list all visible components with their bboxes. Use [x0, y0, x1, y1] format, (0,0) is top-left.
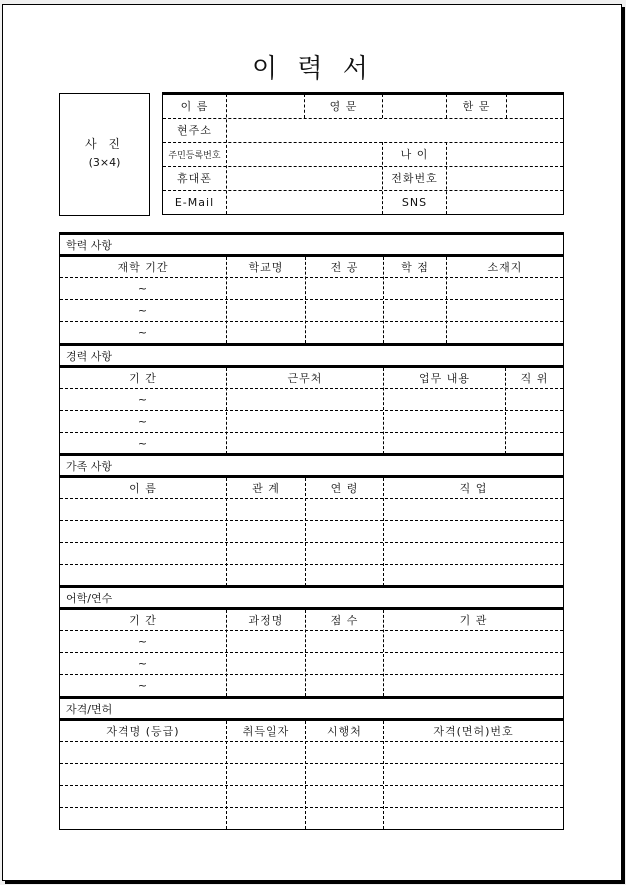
education-cell[interactable] — [227, 300, 305, 321]
license-cell[interactable] — [60, 786, 226, 807]
section-title-license: 자격/면허 — [66, 702, 113, 716]
license-cell[interactable] — [384, 808, 563, 829]
license-cell[interactable] — [227, 764, 305, 785]
age-field[interactable] — [447, 142, 563, 166]
family-cell[interactable] — [227, 499, 305, 520]
family-cell[interactable] — [384, 543, 563, 564]
license-cell[interactable] — [306, 764, 383, 785]
family-cell[interactable] — [60, 565, 226, 586]
career-cell[interactable] — [506, 389, 563, 410]
license-cell[interactable] — [384, 786, 563, 807]
email-label: E-Mail — [174, 195, 215, 209]
language-cell[interactable] — [306, 631, 383, 652]
license-cell[interactable] — [227, 742, 305, 763]
hanja-name-label: 한 문 — [462, 100, 491, 113]
family-cell[interactable] — [227, 521, 305, 542]
education-cell[interactable] — [447, 300, 563, 321]
education-cell[interactable]: ~ — [137, 326, 149, 339]
family-cell[interactable] — [227, 565, 305, 586]
family-cell[interactable] — [306, 565, 383, 586]
education-cell[interactable] — [384, 322, 446, 343]
family-column-header: 직 업 — [459, 482, 488, 495]
language-cell[interactable] — [227, 675, 305, 696]
name-label: 이 름 — [180, 100, 209, 113]
career-cell[interactable] — [227, 411, 383, 432]
career-column-header: 근무처 — [287, 372, 323, 385]
career-cell[interactable] — [384, 411, 505, 432]
family-cell[interactable] — [306, 521, 383, 542]
section-title-career: 경력 사항 — [66, 349, 113, 363]
education-column-header: 전 공 — [330, 261, 359, 274]
career-cell[interactable] — [384, 433, 505, 454]
education-cell[interactable] — [384, 300, 446, 321]
license-cell[interactable] — [60, 764, 226, 785]
family-cell[interactable] — [227, 543, 305, 564]
education-cell[interactable] — [447, 322, 563, 343]
language-cell[interactable]: ~ — [137, 679, 149, 692]
phone-label: 전화번호 — [391, 172, 438, 185]
license-column-header: 시행처 — [327, 725, 362, 738]
language-column-header: 점 수 — [330, 614, 359, 627]
family-column-header: 관 계 — [252, 482, 280, 495]
career-column-header: 직 위 — [520, 372, 549, 385]
language-cell[interactable] — [306, 653, 383, 674]
license-cell[interactable] — [384, 764, 563, 785]
family-cell[interactable] — [384, 499, 563, 520]
language-cell[interactable] — [384, 631, 563, 652]
age-label: 나 이 — [400, 148, 429, 161]
family-cell[interactable] — [60, 521, 226, 542]
career-cell[interactable] — [384, 389, 505, 410]
education-cell[interactable]: ~ — [137, 304, 149, 317]
email-field[interactable] — [227, 190, 382, 214]
career-cell[interactable] — [506, 433, 563, 454]
career-column-header: 기 간 — [129, 372, 157, 385]
career-cell[interactable]: ~ — [137, 415, 149, 428]
family-cell[interactable] — [60, 543, 226, 564]
address-label: 현주소 — [177, 124, 212, 137]
document-title: 이 력 서 — [252, 54, 374, 84]
career-column-header: 업무 내용 — [418, 372, 470, 385]
education-column-header: 소재지 — [487, 261, 523, 274]
language-cell[interactable]: ~ — [137, 657, 149, 670]
license-cell[interactable] — [306, 808, 383, 829]
english-name-label: 영 문 — [329, 100, 358, 113]
mobile-label: 휴대폰 — [177, 172, 212, 185]
language-cell[interactable] — [384, 653, 563, 674]
phone-field[interactable] — [447, 166, 563, 190]
language-cell[interactable] — [306, 675, 383, 696]
family-column-header: 이 름 — [129, 482, 157, 495]
section-title-language: 어학/연수 — [66, 591, 113, 605]
education-cell[interactable] — [227, 278, 305, 299]
family-cell[interactable] — [306, 543, 383, 564]
license-column-header: 취득일자 — [242, 725, 290, 738]
language-cell[interactable] — [227, 653, 305, 674]
hanja-name-field[interactable] — [507, 94, 563, 118]
license-column-header: 자격명 (등급) — [106, 725, 180, 738]
education-column-header: 재학 기간 — [117, 261, 169, 274]
education-column-header: 학 점 — [401, 261, 429, 274]
education-cell[interactable] — [227, 322, 305, 343]
education-cell[interactable] — [306, 300, 383, 321]
license-cell[interactable] — [384, 742, 563, 763]
education-cell[interactable] — [447, 278, 563, 299]
language-cell[interactable] — [227, 631, 305, 652]
family-cell[interactable] — [306, 499, 383, 520]
career-cell[interactable]: ~ — [137, 437, 149, 450]
photo-label: 사 진 — [85, 136, 124, 151]
license-cell[interactable] — [60, 742, 226, 763]
license-cell[interactable] — [227, 786, 305, 807]
language-cell[interactable] — [384, 675, 563, 696]
photo-size: (3×4) — [88, 155, 121, 169]
license-cell[interactable] — [306, 786, 383, 807]
address-field[interactable] — [227, 118, 563, 142]
rrn-label: 주민등록번호 — [168, 150, 221, 161]
education-column-header: 학교명 — [248, 261, 284, 274]
language-cell[interactable]: ~ — [137, 635, 149, 648]
sns-field[interactable] — [447, 190, 563, 214]
photo-box[interactable] — [59, 93, 150, 216]
language-column-header: 과정명 — [248, 614, 284, 627]
section-title-education: 학력 사항 — [66, 238, 113, 252]
career-cell[interactable] — [227, 389, 383, 410]
education-cell[interactable] — [306, 322, 383, 343]
section-title-family: 가족 사항 — [66, 459, 113, 473]
name-field[interactable] — [227, 94, 304, 118]
sns-label: SNS — [401, 195, 428, 209]
rrn-field[interactable] — [227, 142, 382, 166]
education-cell[interactable] — [384, 278, 446, 299]
family-cell[interactable] — [60, 499, 226, 520]
english-name-field[interactable] — [383, 94, 446, 118]
family-column-header: 연 령 — [330, 482, 359, 495]
license-cell[interactable] — [60, 808, 226, 829]
family-cell[interactable] — [384, 565, 563, 586]
license-cell[interactable] — [227, 808, 305, 829]
language-column-header: 기 관 — [459, 614, 488, 627]
family-cell[interactable] — [384, 521, 563, 542]
career-cell[interactable]: ~ — [137, 393, 149, 406]
mobile-field[interactable] — [227, 166, 382, 190]
education-cell[interactable] — [306, 278, 383, 299]
language-column-header: 기 간 — [129, 614, 157, 627]
career-cell[interactable] — [506, 411, 563, 432]
education-cell[interactable]: ~ — [137, 282, 149, 295]
license-cell[interactable] — [306, 742, 383, 763]
license-column-header: 자격(면허)번호 — [433, 725, 514, 738]
career-cell[interactable] — [227, 433, 383, 454]
